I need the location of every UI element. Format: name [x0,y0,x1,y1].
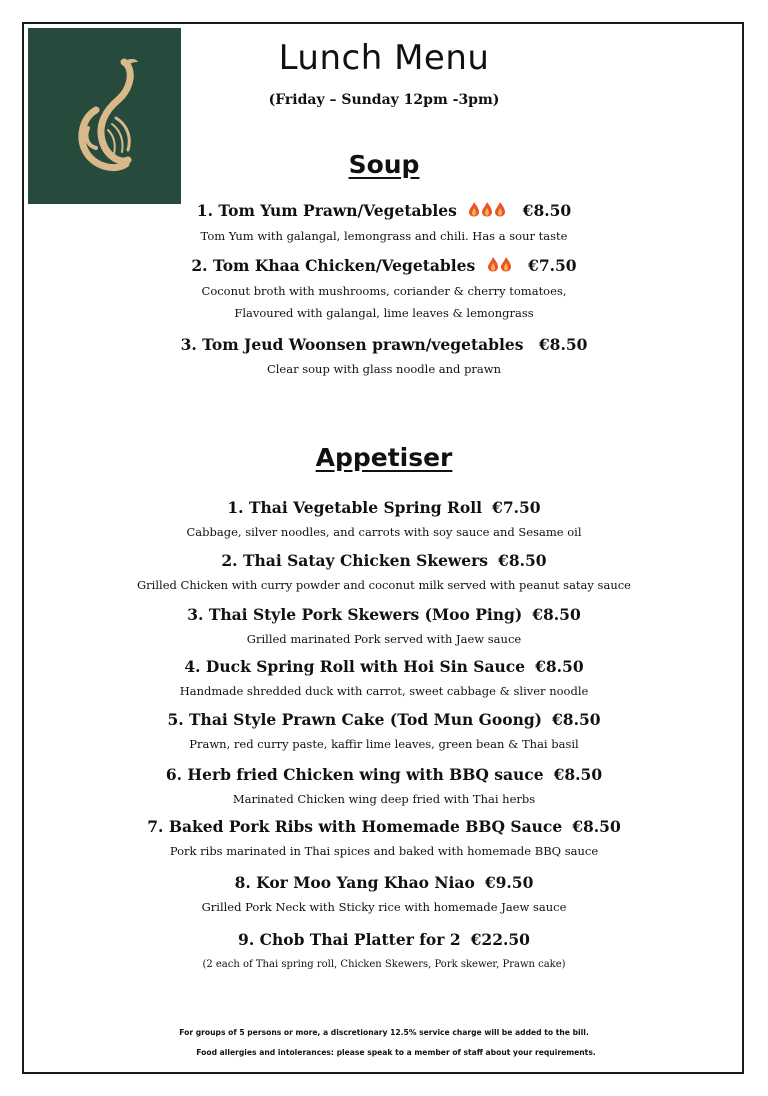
dish-description: Coconut broth with mushrooms, coriander & cherry tomatoes, [201,284,567,298]
dish-price: €8.50 [532,605,581,624]
dish-price: €8.50 [552,710,601,729]
dish-name: 6. Herb fried Chicken wing with BBQ sauce [165,765,544,784]
dish-price: €8.50 [535,657,584,676]
soup-item [0,256,768,324]
dish-description: Flavoured with galangal, lime leaves & lemongrass [234,306,534,320]
appetiser-item [0,930,768,975]
dish-description: Grilled Pork Neck with Sticky rice with homemade Jaew sauce [201,900,567,914]
appetiser-item [0,873,768,918]
dish-name-line [0,930,768,949]
dish-name-line [0,256,768,276]
soup-item [0,335,768,380]
dish-description: Grilled Chicken with curry powder and coconut milk served with peanut satay sauce [137,578,631,592]
spice-indicator [487,256,513,276]
dish-price: €8.50 [498,551,547,570]
dish-description: Grilled marinated Pork served with Jaew sauce [246,632,522,646]
dish-name: 3. Thai Style Pork Skewers (Moo Ping) [187,605,523,624]
appetiser-item [0,551,768,596]
dish-description: Handmade shredded duck with carrot, sweet cabbage & sliver noodle [179,684,589,698]
appetiser-item [0,710,768,755]
dish-name: 5. Thai Style Prawn Cake (Tod Mun Goong) [167,710,543,729]
dish-description: Cabbage, silver noodles, and carrots with soy sauce and Sesame oil [186,525,582,539]
dish-name: 1. Tom Yum Prawn/Vegetables [196,201,457,220]
chili-flame-icon [468,201,480,217]
dish-name: 2. Thai Satay Chicken Skewers [221,551,489,570]
dish-description: (2 each of Thai spring roll, Chicken Skewers, Pork skewer, Prawn cake) [202,959,566,970]
chili-flame-icon [500,256,512,272]
dish-price: €9.50 [484,873,534,892]
dish-price: €8.50 [538,335,588,354]
appetiser-item [0,605,768,650]
dish-price: €8.50 [572,817,621,836]
appetiser-item [0,498,768,543]
chili-flame-icon [494,201,506,217]
menu-title: Lunch Menu [278,38,490,78]
appetiser-item [0,817,768,862]
dish-price: €7.50 [492,498,541,517]
dish-name: 8. Kor Moo Yang Khao Niao [234,873,475,892]
dish-description: Tom Yum with galangal, lemongrass and chili. Has a sour taste [200,229,568,243]
chili-flame-icon [487,256,499,272]
dish-description: Prawn, red curry paste, kaffir lime leaves, green bean & Thai basil [189,737,579,751]
dish-description: Clear soup with glass noodle and prawn [266,362,502,376]
dish-price: €8.50 [553,765,603,784]
dish-name: 7. Baked Pork Ribs with Homemade BBQ Sauce [147,817,563,836]
dish-name-line [0,335,768,354]
dish-description: Marinated Chicken wing deep fried with Thai herbs [232,792,536,806]
service-charge-notice: For groups of 5 persons or more, a discretionary 12.5% service charge will be added to the bill. [179,1028,589,1037]
dish-name-line [0,201,768,221]
chili-flame-icon [481,201,493,217]
dish-name-line [0,551,768,570]
dish-name: 9. Chob Thai Platter for 2 [238,930,461,949]
dish-name-line [0,873,768,892]
dish-name-line [0,657,768,676]
dish-price: €8.50 [522,201,572,220]
dish-price: €7.50 [528,256,577,275]
dish-name: 3. Tom Jeud Woonsen prawn/vegetables [180,335,524,354]
appetiser-item [0,765,768,810]
appetiser-item [0,657,768,702]
dish-name: 4. Duck Spring Roll with Hoi Sin Sauce [184,657,526,676]
section-heading-soup: Soup [348,150,420,179]
dish-name-line [0,605,768,624]
section-heading-appetiser: Appetiser [315,443,453,472]
spice-indicator [468,201,507,221]
dish-description: Pork ribs marinated in Thai spices and baked with homemade BBQ sauce [169,844,599,858]
dish-name: 2. Tom Khaa Chicken/Vegetables [191,256,476,275]
dish-name-line [0,817,768,836]
allergy-notice: Food allergies and intolerances: please speak to a member of staff about your requirements. [196,1048,596,1057]
dish-name-line [0,498,768,517]
soup-item [0,201,768,247]
dish-name-line [0,765,768,784]
dish-name: 1. Thai Vegetable Spring Roll [227,498,483,517]
dish-price: €22.50 [470,930,530,949]
menu-hours: (Friday – Sunday 12pm -3pm) [268,92,500,108]
dish-name-line [0,710,768,729]
